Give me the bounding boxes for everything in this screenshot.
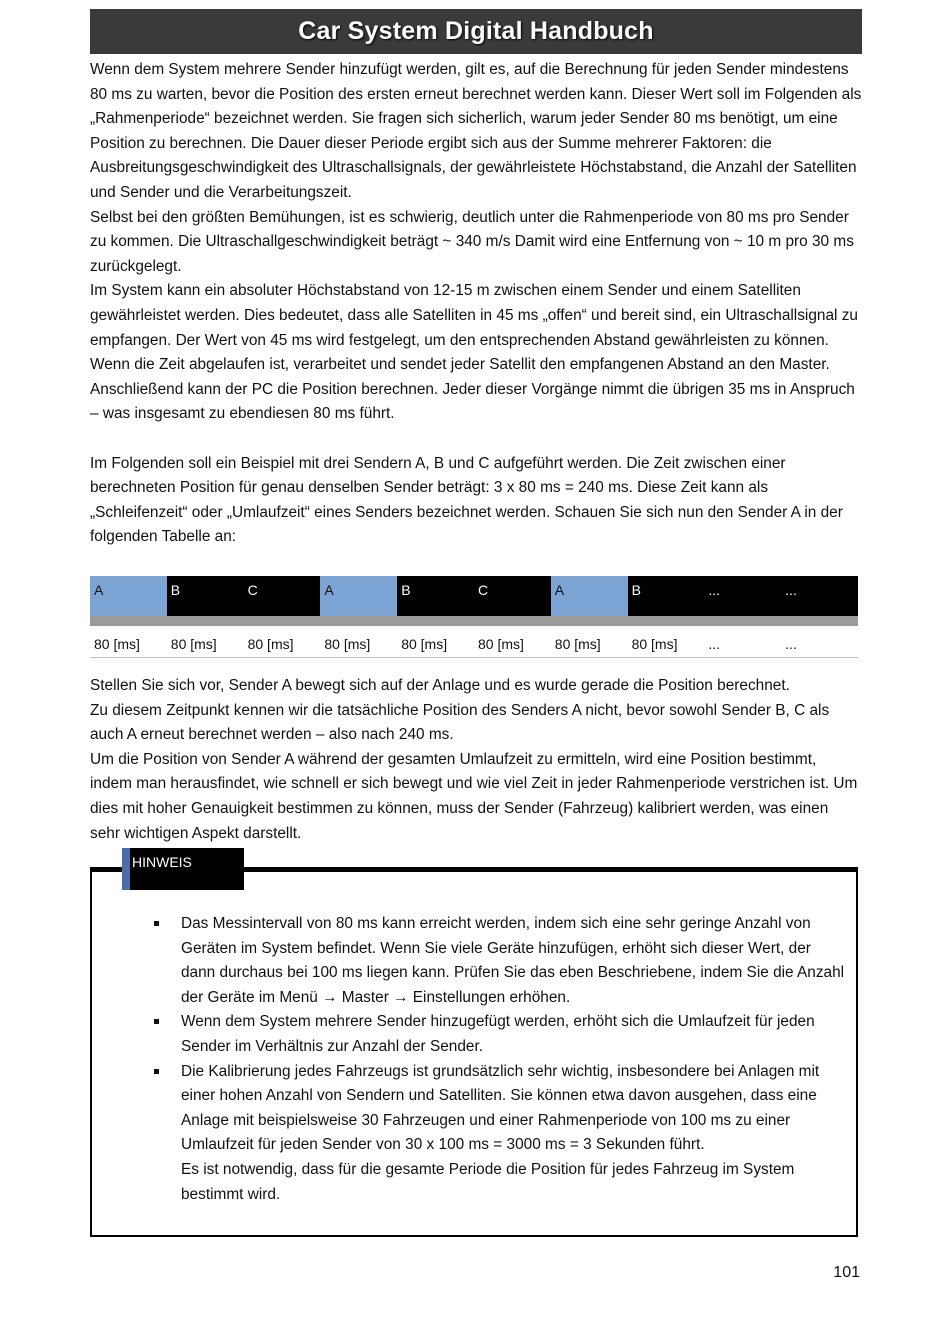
timeline-table [90, 576, 858, 658]
timeline-duration-cell: 80 [ms] [167, 633, 244, 657]
timeline-sender-cell: B [167, 576, 244, 616]
explanation-text [90, 674, 862, 846]
timeline-duration-cell: 80 [ms] [90, 633, 167, 657]
square-bullet-icon [154, 1069, 159, 1074]
timeline-duration-cell: 80 [ms] [628, 633, 705, 657]
page-header [90, 9, 862, 54]
timeline-sender-cell: C [474, 576, 551, 616]
timeline-duration-cell: 80 [ms] [551, 633, 628, 657]
paragraph: Wenn dem System mehrere Sender hinzufügt werden, gilt es, auf die Berechnung für jeden Sender mindestens 80 ms zu warten, bevor die Position des ersten erneut berechnet werden kann. Dieser Wert soll im Folgenden als „Rahmenperiode“ bezeichnet werden. Sie fragen sich sicherlich, warum jeder Sender 80 ms benötigt, um eine Position zu berechnen. Die Dauer dieser Periode ergibt sich aus der Summe mehrerer Faktoren: die Ausbreitungsgeschwindigkeit des Ultraschallsignals, der gewährleistete Höchstabstand, die Anzahl der Satelliten und Sender und die Verarbeitungszeit. [90, 61, 862, 201]
paragraph-spacer [90, 427, 862, 452]
timeline-sender-cell: B [397, 576, 474, 616]
timeline-duration-cell: 80 [ms] [244, 633, 321, 657]
note-item [154, 1010, 846, 1059]
paragraph: Stellen Sie sich vor, Sender A bewegt sich auf der Anlage und es wurde gerade die Position berechnet. [90, 677, 790, 694]
paragraph: Selbst bei den größten Bemühungen, ist es schwierig, deutlich unter die Rahmenperiode von 80 ms pro Sender zu kommen. Die Ultraschallgeschwindigkeit beträgt ~ 340 m/s Damit wird eine Entfernung von ~ 10 m pro 30 ms zurückgelegt. [90, 208, 854, 275]
note-item [154, 1060, 846, 1208]
timeline-duration-cell: ... [704, 633, 781, 657]
note-item-extra-text: Es ist notwendig, dass für die gesamte Periode die Position für jedes Fahrzeug im System bestimmt wird. [181, 1160, 795, 1203]
note-item-text: Das Messintervall von 80 ms kann erreicht werden, indem sich eine sehr geringe Anzahl von Geräten im System befindet. Wenn Sie viele Geräte hinzufügen, erhöht sich dieser Wert, der dann durchaus bei 100 ms liegen kann. Prüfen Sie das eben Beschriebene, indem Sie die Anzahl der Geräte im Menü → Master → Einstellungen erhöhen. [181, 915, 845, 1006]
timeline-sender-cell: B [628, 576, 705, 616]
timeline-sender-cell: A [90, 576, 167, 616]
page-header-title: Car System Digital Handbuch [298, 17, 654, 45]
timeline-separator [90, 616, 858, 626]
paragraph: Zu diesem Zeitpunkt kennen wir die tatsächliche Position des Senders A nicht, bevor sowohl Sender B, C als auch A erneut berechnet werden – also nach 240 ms. [90, 701, 830, 744]
paragraph: Im System kann ein absoluter Höchstabstand von 12-15 m zwischen einem Sender und einem Satelliten gewährleistet werden. Dies bedeutet, dass alle Satelliten in 45 ms „offen“ und bereit sind, ein Ultraschallsignal zu empfangen. Der Wert von 45 ms wird festgelegt, um den entsprechenden Abstand gewährleisten zu können. [90, 282, 858, 349]
page-number: 101 [833, 1264, 860, 1281]
timeline-duration-cell: 80 [ms] [320, 633, 397, 657]
timeline-sender-cell: ... [704, 576, 781, 616]
timeline-sender-cell: ... [781, 576, 858, 616]
note-item-text: Wenn dem System mehrere Sender hinzugefügt werden, erhöht sich die Umlaufzeit für jeden Sender im Verhältnis zur Anzahl der Sender. [181, 1013, 815, 1055]
timeline-duration-cell: 80 [ms] [397, 633, 474, 657]
paragraph: Im Folgenden soll ein Beispiel mit drei Sendern A, B und C aufgeführt werden. Die Zeit zwischen einer berechneten Position für genau denselben Sender beträgt: 3 x 80 ms = 240 ms. Diese Zeit kann als „Schleifenzeit“ oder „Umlaufzeit“ eines Senders bezeichnet werden. Schauen Sie sich nun den Sender A in der folgenden Tabelle an: [90, 454, 843, 546]
timeline-sender-cell: C [244, 576, 321, 616]
paragraph: Wenn die Zeit abgelaufen ist, verarbeitet und sendet jeder Satellit den empfangenen Abstand an den Master. Anschließend kann der PC die Position berechnen. Jeder dieser Vorgänge nimmt die übrigen 35 ms in Anspruch – was insgesamt zu ebendiesen 80 ms führt. [90, 356, 855, 423]
paragraph: Um die Position von Sender A während der gesamten Umlaufzeit zu ermitteln, wird eine Position bestimmt, indem man herausfindet, wie schnell er sich bewegt und wie viel Zeit in jeder Rahmenperiode verstrichen ist. Um dies mit hoher Genauigkeit bestimmen zu können, muss der Sender (Fahrzeug) kalibriert werden, was einen sehr wichtigen Aspekt darstellt. [90, 750, 858, 842]
note-list [154, 912, 846, 1207]
timeline-duration-row [90, 633, 858, 657]
timeline-sender-row [90, 576, 858, 616]
square-bullet-icon [154, 921, 159, 926]
note-item [154, 912, 846, 1010]
timeline-duration-cell: 80 [ms] [474, 633, 551, 657]
timeline-duration-cell: ... [781, 633, 858, 657]
note-label: HINWEIS [122, 848, 244, 890]
timeline-sender-cell: A [551, 576, 628, 616]
square-bullet-icon [154, 1019, 159, 1024]
note-item-text: Die Kalibrierung jedes Fahrzeugs ist grundsätzlich sehr wichtig, insbesondere bei Anlagen mit einer hohen Anzahl von Sendern und Satelliten. Sie können etwa davon ausgehen, dass eine Anlage mit beispielsweise 30 Fahrzeugen und einer Rahmenperiode von 100 ms zu einer Umlaufzeit für jeden Sender von 30 x 100 ms = 3000 ms = 3 Sekunden führt. [181, 1062, 820, 1154]
intro-text [90, 58, 862, 550]
timeline-sender-cell: A [320, 576, 397, 616]
